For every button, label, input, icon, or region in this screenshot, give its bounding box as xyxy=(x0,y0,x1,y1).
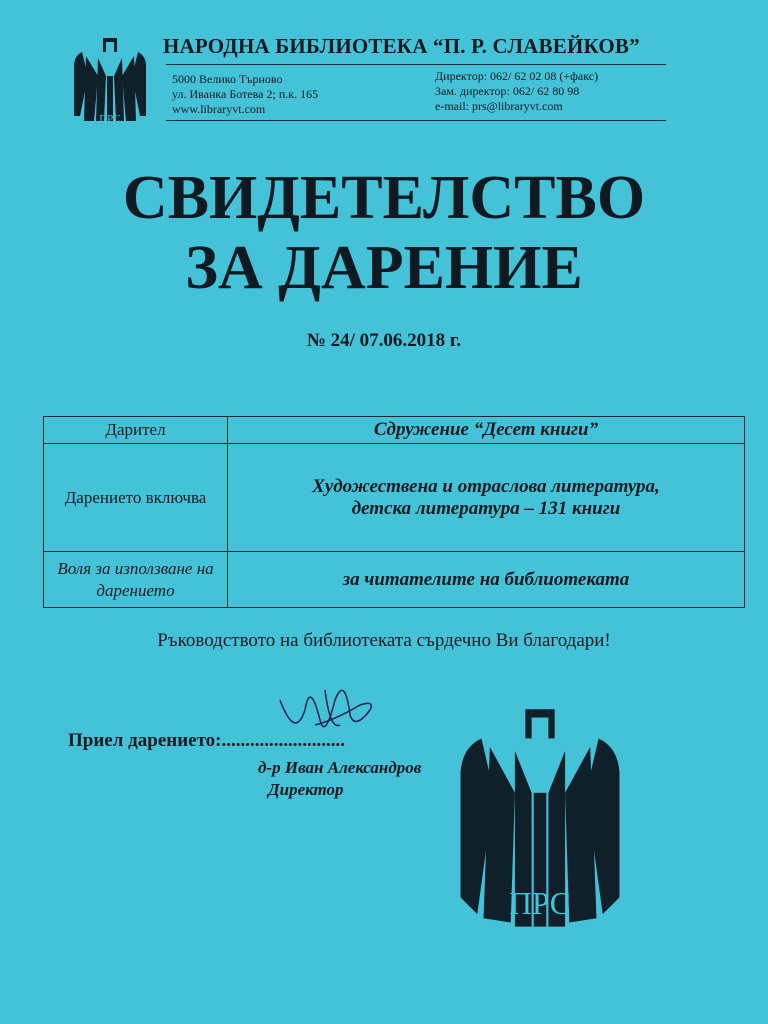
value-line: за читателите на библиотеката xyxy=(342,568,630,590)
contact-line: Директор: 062/ 62 02 08 (+факс) xyxy=(435,69,599,83)
email-line: e-mail: prs@libraryvt.com xyxy=(435,99,563,113)
row-label: Дарител xyxy=(44,417,228,444)
document-title-line2: ЗА ДАРЕНИЕ xyxy=(185,234,583,302)
header-rule-top xyxy=(166,64,666,65)
value-line: детска литература – 131 книги xyxy=(351,497,621,519)
value-line: Художествена и отраслова литература, xyxy=(312,475,660,497)
certificate-number: № 24/ 07.06.2018 г. xyxy=(306,330,462,351)
library-logo-large xyxy=(455,705,625,935)
header-rule-bottom xyxy=(166,120,666,121)
table-row xyxy=(44,552,745,608)
donation-table xyxy=(43,416,745,608)
website-link: www.libraryvt.com xyxy=(172,102,266,116)
logo-small-text: ПРС xyxy=(99,113,121,125)
document-title-line1: СВИДЕТЕЛСТВО xyxy=(122,164,646,232)
signatory-name: д-р Иван Александров xyxy=(258,758,422,777)
organization-name: НАРОДНА БИБЛИОТЕКА “П. Р. СЛАВЕЙКОВ” xyxy=(163,34,640,58)
address-line: 5000 Велико Търново xyxy=(172,72,283,86)
thanks-message: Ръководството на библиотеката сърдечно Ви благодари! xyxy=(157,630,611,651)
contacts-block xyxy=(435,69,598,114)
donation-contents-value xyxy=(228,444,745,552)
table-row xyxy=(44,444,745,552)
row-label: Воля за използване на дарението xyxy=(44,552,228,608)
received-by-label: Приел дарението:.......................... xyxy=(68,730,345,751)
address-line: ул. Иванка Ботева 2; п.к. 165 xyxy=(172,87,319,101)
donor-value xyxy=(228,417,745,444)
table-row xyxy=(44,417,745,444)
logo-large-text: ПРС xyxy=(509,886,571,922)
usage-value xyxy=(228,552,745,608)
row-label: Дарението включва xyxy=(44,444,228,552)
address-block xyxy=(172,72,318,117)
library-logo-small xyxy=(70,36,150,126)
value-line: Сдружение “Десет книги” xyxy=(373,419,599,440)
signatory-position: Директор xyxy=(268,780,344,799)
contact-line: Зам. директор: 062/ 62 80 98 xyxy=(435,84,580,98)
